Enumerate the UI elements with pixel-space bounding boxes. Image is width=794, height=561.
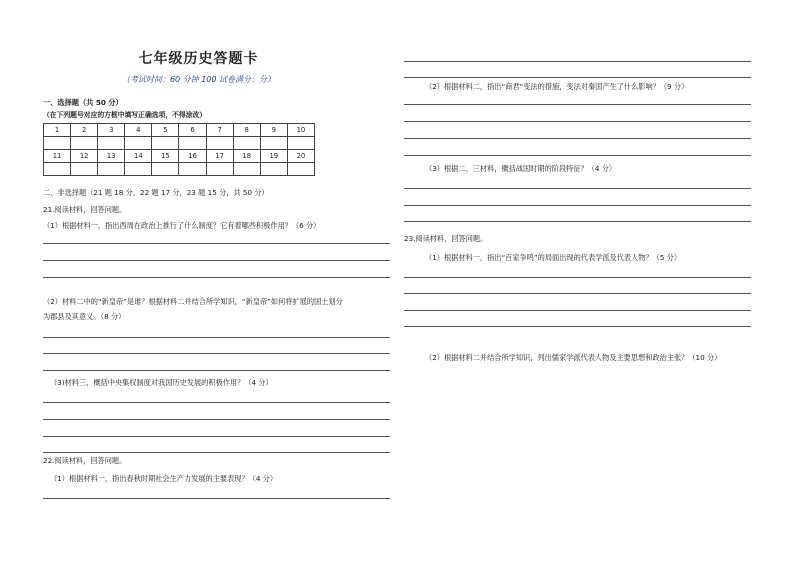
q21-part3: （3)材料三，概括中央集权制度对我国历史发展的积极作用？（4 分） xyxy=(50,378,273,387)
section2-heading: 二、非选择题（21 题 18 分，22 题 17 分，23 题 15 分，共 50 分） xyxy=(43,188,269,197)
q23-part1: （1）根据材料一，指出“百家争鸣”的局面出现的代表学派及代表人物？（5 分） xyxy=(425,253,682,262)
answer-cell[interactable] xyxy=(71,137,98,150)
answer-line[interactable] xyxy=(404,293,751,294)
q21-part2-line1: （2）材料二中的“新皇帝”是谁？根据材料二并结合所学知识，“新皇帝”如何将扩展的国土划分 xyxy=(43,297,343,306)
answer-line[interactable] xyxy=(43,337,390,338)
q23-intro: 23.阅读材料，回答问题。 xyxy=(404,234,488,243)
grid-number: 16 xyxy=(179,150,206,163)
answer-cell[interactable] xyxy=(287,163,314,176)
grid-number: 10 xyxy=(287,124,314,137)
q23-part2: （2）根据材料二并结合所学知识，列出儒家学派代表人物及主要思想和政治主张？（10 分） xyxy=(425,353,722,362)
answer-cell[interactable] xyxy=(152,163,179,176)
grid-number: 14 xyxy=(125,150,152,163)
answer-cell[interactable] xyxy=(71,163,98,176)
answer-grid xyxy=(43,123,315,176)
answer-cell[interactable] xyxy=(98,163,125,176)
answer-line[interactable] xyxy=(43,260,390,261)
answer-line[interactable] xyxy=(404,77,751,78)
grid-number: 1 xyxy=(44,124,71,137)
answer-cell[interactable] xyxy=(206,137,233,150)
grid-number: 2 xyxy=(71,124,98,137)
grid-number: 15 xyxy=(152,150,179,163)
answer-cell[interactable] xyxy=(287,137,314,150)
grid-number: 13 xyxy=(98,150,125,163)
grid-number: 5 xyxy=(152,124,179,137)
answer-cell[interactable] xyxy=(98,137,125,150)
q22-part1: （1）根据材料一，指出春秋时期社会生产力发展的主要表现？（4 分） xyxy=(50,474,278,483)
answer-cell[interactable] xyxy=(260,137,287,150)
answer-line[interactable] xyxy=(43,498,390,499)
answer-line[interactable] xyxy=(404,104,751,105)
answer-line[interactable] xyxy=(404,121,751,122)
answer-line[interactable] xyxy=(404,326,751,327)
section1-heading: 一、选择题（共 50 分） xyxy=(43,98,123,107)
answer-cell[interactable] xyxy=(44,163,71,176)
answer-cell[interactable] xyxy=(125,137,152,150)
answer-line[interactable] xyxy=(43,419,390,420)
grid-number: 9 xyxy=(260,124,287,137)
answer-line[interactable] xyxy=(43,243,390,244)
answer-line[interactable] xyxy=(43,370,390,371)
answer-line[interactable] xyxy=(404,221,751,222)
answer-line[interactable] xyxy=(404,310,751,311)
page-title: 七年级历史答题卡 xyxy=(138,51,259,67)
answer-line[interactable] xyxy=(43,277,390,278)
q21-intro: 21.阅读材料，回答问题。 xyxy=(43,205,127,214)
answer-line[interactable] xyxy=(404,205,751,206)
grid-number: 11 xyxy=(44,150,71,163)
q22-intro: 22.阅读材料，回答问题。 xyxy=(43,456,127,465)
answer-cell[interactable] xyxy=(125,163,152,176)
grid-number: 17 xyxy=(206,150,233,163)
answer-cell[interactable] xyxy=(179,163,206,176)
answer-line[interactable] xyxy=(404,138,751,139)
answer-cell[interactable] xyxy=(206,163,233,176)
grid-number: 4 xyxy=(125,124,152,137)
answer-line[interactable] xyxy=(404,277,751,278)
answer-line[interactable] xyxy=(404,61,751,62)
answer-line[interactable] xyxy=(43,452,390,453)
grid-number-row-1 xyxy=(44,124,315,137)
q21-part1: （1）根据材料一，指出西周在政治上推行了什么制度？它有着哪些积极作用？（6 分） xyxy=(43,221,321,230)
grid-answer-row-1 xyxy=(44,137,315,150)
answer-line[interactable] xyxy=(43,436,390,437)
answer-cell[interactable] xyxy=(260,163,287,176)
answer-line[interactable] xyxy=(43,402,390,403)
exam-info: （考试时间：60 分钟 100 试卷满分：分） xyxy=(121,75,276,84)
grid-number: 3 xyxy=(98,124,125,137)
answer-line[interactable] xyxy=(43,353,390,354)
grid-number: 7 xyxy=(206,124,233,137)
answer-cell[interactable] xyxy=(152,137,179,150)
section1-instruction: （在下列题号对应的方框中填写正确选项，不得涂改） xyxy=(43,111,207,119)
answer-line[interactable] xyxy=(404,155,751,156)
q21-part2-line2: 为郡县及其意义。（8 分） xyxy=(43,312,126,321)
q22-part2: （2）根据材料二，指出“商君”变法的措施，变法对秦国产生了什么影响？（9 分） xyxy=(425,82,689,91)
answer-cell[interactable] xyxy=(233,163,260,176)
answer-cell[interactable] xyxy=(233,137,260,150)
grid-answer-row-2 xyxy=(44,163,315,176)
grid-number-row-2 xyxy=(44,150,315,163)
answer-cell[interactable] xyxy=(179,137,206,150)
grid-number: 12 xyxy=(71,150,98,163)
grid-number: 18 xyxy=(233,150,260,163)
grid-number: 19 xyxy=(260,150,287,163)
answer-line[interactable] xyxy=(404,188,751,189)
answer-cell[interactable] xyxy=(44,137,71,150)
grid-number: 6 xyxy=(179,124,206,137)
grid-number: 20 xyxy=(287,150,314,163)
q22-part3: （3）根据二、三材料，概括战国时期的阶段特征？（4 分） xyxy=(425,164,617,173)
grid-number: 8 xyxy=(233,124,260,137)
